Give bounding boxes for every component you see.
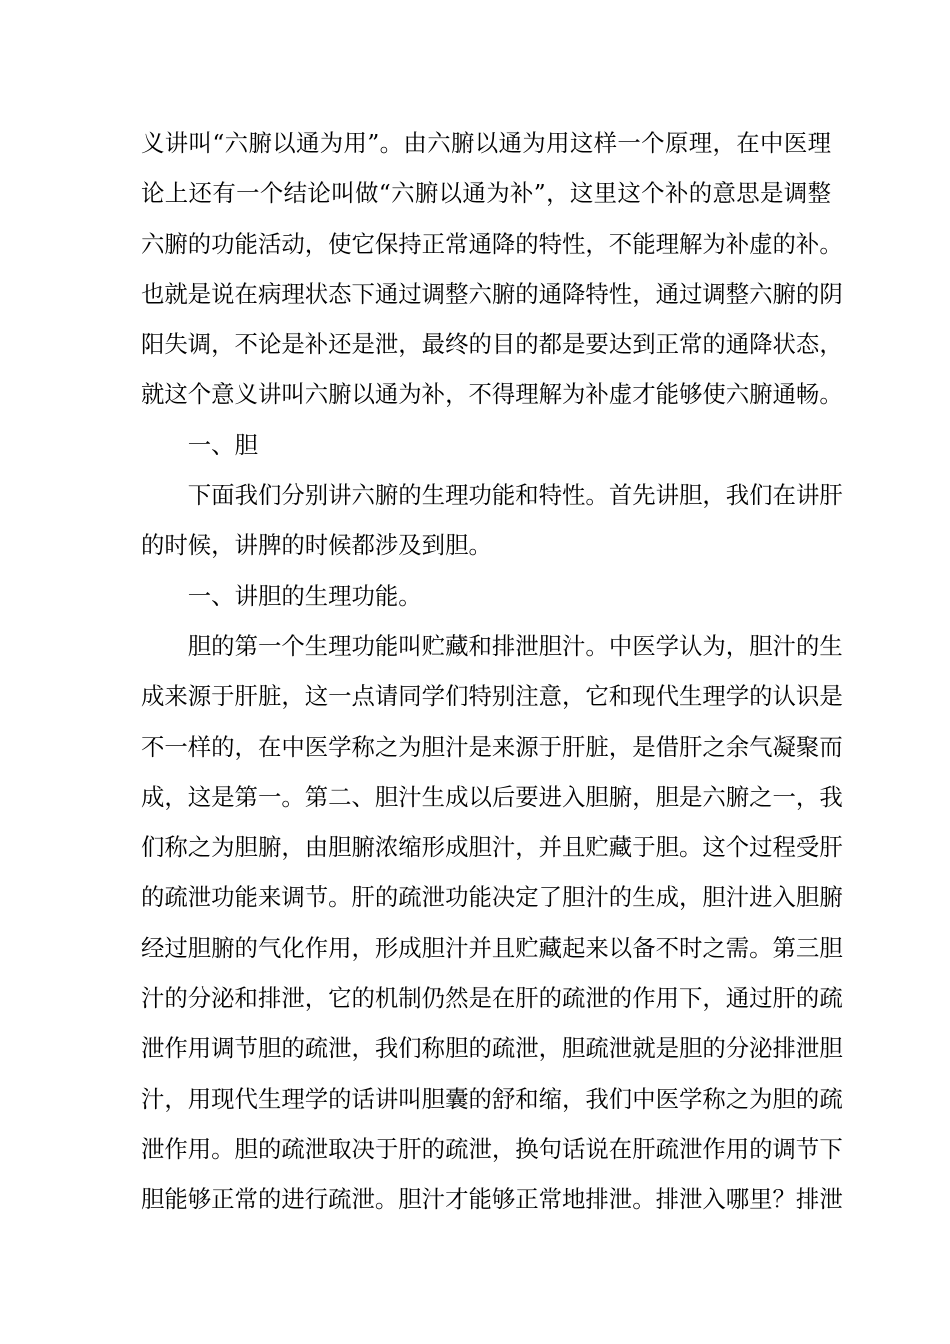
subsection-heading: 一、讲胆的生理功能。 (187, 581, 422, 610)
text-line: 泄作用调节胆的疏泄，我们称胆的疏泄，胆疏泄就是胆的分泌排泄胆 (141, 1034, 843, 1063)
text-line: 经过胆腑的气化作用，形成胆汁并且贮藏起来以备不时之需。第三胆 (141, 933, 843, 962)
text-line: 汁，用现代生理学的话讲叫胆囊的舒和缩，我们中医学称之为胆的疏 (141, 1084, 843, 1113)
text-line: 的疏泄功能来调节。肝的疏泄功能决定了胆汁的生成，胆汁进入胆腑 (141, 883, 843, 912)
text-line: 汁的分泌和排泄，它的机制仍然是在肝的疏泄的作用下，通过肝的疏 (141, 984, 843, 1013)
text-line: 胆能够正常的进行疏泄。胆汁才能够正常地排泄。排泄入哪里？排泄 (141, 1185, 843, 1214)
text-line: 也就是说在病理状态下通过调整六腑的通降特性，通过调整六腑的阴 (141, 279, 843, 308)
text-line: 胆的第一个生理功能叫贮藏和排泄胆汁。中医学认为，胆汁的生 (187, 631, 843, 660)
text-line: 成来源于肝脏，这一点请同学们特别注意，它和现代生理学的认识是 (141, 682, 843, 711)
text-line: 成，这是第一。第二、胆汁生成以后要进入胆腑，胆是六腑之一，我 (141, 782, 843, 811)
text-line: 六腑的功能活动，使它保持正常通降的特性，不能理解为补虚的补。 (141, 229, 843, 258)
text-line: 就这个意义讲叫六腑以通为补，不得理解为补虚才能够使六腑通畅。 (141, 380, 843, 409)
text-line: 论上还有一个结论叫做“六腑以通为补”，这里这个补的意思是调整 (141, 179, 831, 208)
body-text (141, 118, 843, 1225)
section-heading: 一、胆 (187, 430, 258, 459)
text-line: 义讲叫“六腑以通为用”。由六腑以通为用这样一个原理，在中医理 (141, 129, 831, 157)
text-line: 不一样的，在中医学称之为胆汁是来源于肝脏，是借肝之余气凝聚而 (141, 732, 843, 761)
text-line: 的时候，讲脾的时候都涉及到胆。 (141, 531, 492, 560)
text-line: 下面我们分别讲六腑的生理功能和特性。首先讲胆，我们在讲肝 (187, 481, 843, 510)
text-line: 们称之为胆腑，由胆腑浓缩形成胆汁，并且贮藏于胆。这个过程受肝 (141, 833, 843, 862)
text-line: 阳失调，不论是补还是泄，最终的目的都是要达到正常的通降状态， (141, 330, 843, 359)
text-line: 泄作用。胆的疏泄取决于肝的疏泄，换句话说在肝疏泄作用的调节下 (141, 1134, 843, 1163)
